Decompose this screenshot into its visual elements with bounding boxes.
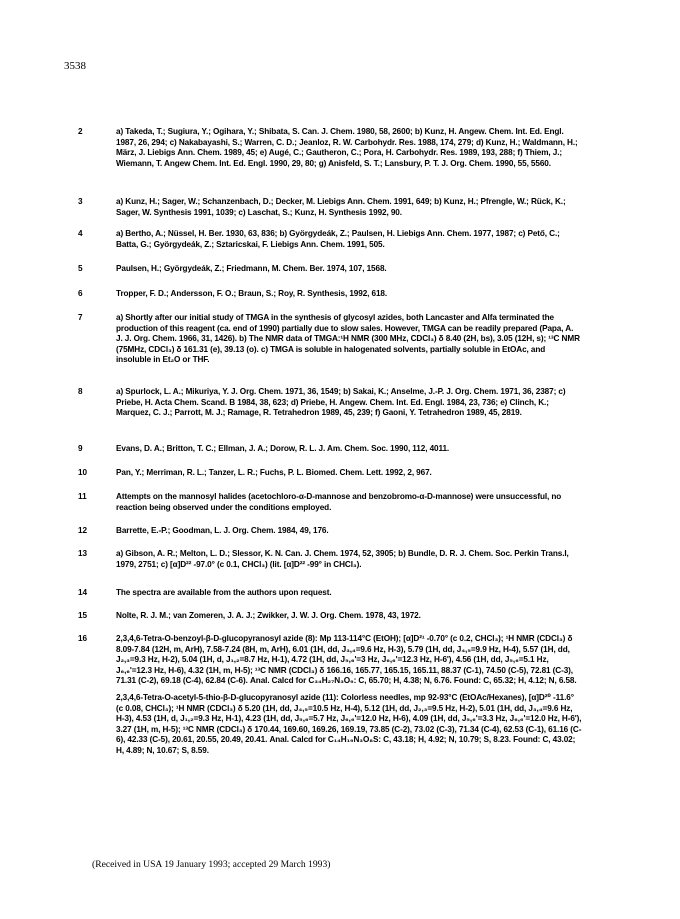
reference-paragraph: Tropper, F. D.; Andersson, F. O.; Braun, S.; Roy, R. Synthesis, 1992, 618.: [116, 289, 388, 298]
reference-text: [116, 289, 582, 306]
page-number: 3538: [64, 60, 86, 72]
reference-text: [116, 264, 582, 281]
reference-paragraph: The spectra are available from the authors upon request.: [116, 588, 332, 597]
reference-number: 5: [78, 264, 83, 273]
reference-number: 2: [78, 127, 83, 136]
reference-number: 11: [78, 492, 87, 501]
reference-text: [116, 611, 582, 628]
reference-text: [116, 444, 582, 461]
reference-paragraph: Barrette, E.-P.; Goodman, L. J. Org. Chem. 1984, 49, 176.: [116, 526, 329, 535]
reference-number: 16: [78, 634, 88, 643]
received-note: (Received in USA 19 January 1993; accepted 29 March 1993): [92, 859, 331, 870]
reference-paragraph: a) Takeda, T.; Sugiura, Y.; Ogihara, Y.; Shibata, S. Can. J. Chem. 1980, 58, 2600; b) Kunz, H. Angew. Chem. Int. Ed. Engl. 1987, 26, 294; c) Nakabayashi, S.; Warren, C. D.; Jeanloz, R. W. Carbohydr. Res. 1988, 174, 279; d) Kunz, H.; Waldmann, H.; März, J. Liebigs Ann. Chem. 1989, 45; e) Augé, C.; Gautheron, C.; Pora, H. Carbohydr. Res. 1989, 193, 288; f) Thiem, J.; Wiemann, T. Angew Chem. Int. Ed. Engl. 1990, 29, 80; g) Anisfeld, S. T.; Lansbury, P. T. J. Org. Chem. 1990, 55, 5560.: [116, 127, 578, 168]
reference-number: 13: [78, 549, 88, 558]
reference-paragraph: a) Shortly after our initial study of TMGA in the synthesis of glycosyl azides, both Lancaster and Alfa terminated the production of this reagent (ca. end of 1990) partially due to slow sales. However, TMGA can be readily prepared (Papa, A. J. J. Org. Chem. 1966, 31, 1426). b) The NMR data of TMGA:¹H NMR (300 MHz, CDCl₃) δ 8.40 (2H, bs), 3.05 (12H, s); ¹³C NMR (75MHz, CDCl₃) δ 161.31 (e), 39.13 (o). c) TMGA is soluble in halogenated solvents, partially soluble in EtOAc, and insoluble in Et₂O or THF.: [116, 313, 580, 365]
reference-paragraph: a) Kunz, H.; Sager, W.; Schanzenbach, D.; Decker, M. Liebigs Ann. Chem. 1991, 649; b) Kunz, H.; Pfrengle, W.; Rück, K.; Sager, W. Synthesis 1991, 1039; c) Laschat, S.; Kunz, H. Synthesis 1992, 90.: [116, 197, 566, 217]
reference-number: 3: [78, 197, 83, 206]
reference-text: [116, 387, 582, 425]
reference-number: 8: [78, 387, 83, 396]
reference-paragraph: Evans, D. A.; Britton, T. C.; Ellman, J. A.; Dorow, R. L. J. Am. Chem. Soc. 1990, 112, 4011.: [116, 444, 450, 453]
reference-text: [116, 549, 582, 576]
reference-text: [116, 526, 582, 543]
reference-paragraph: Nolte, R. J. M.; van Zomeren, J. A. J.; Zwikker, J. W. J. Org. Chem. 1978, 43, 1972.: [116, 611, 421, 620]
reference-text: [116, 492, 582, 519]
reference-text: [116, 197, 582, 224]
reference-paragraph: Attempts on the mannosyl halides (acetochloro-α-D-mannose and benzobromo-α-D-mannose) were unsuccessful, no reaction being observed under the conditions employed.: [116, 492, 562, 512]
reference-paragraph: a) Gibson, A. R.; Melton, L. D.; Slessor, K. N. Can. J. Chem. 1974, 52, 3905; b) Bundle, D. R. J. Chem. Soc. Perkin Trans.I, 1979, 2751; c) [α]D²² -97.0° (c 0.1, CHCl₃) (lit. [α]D²² -99° in CHCl₃).: [116, 549, 569, 569]
reference-number: 6: [78, 289, 83, 298]
reference-text: [116, 127, 582, 175]
reference-text: [116, 468, 582, 485]
reference-text: [116, 229, 582, 256]
reference-number: 15: [78, 611, 88, 620]
reference-paragraph: Pan, Y.; Merriman, R. L.; Tanzer, L. R.; Fuchs, P. L. Biomed. Chem. Lett. 1992, 2, 967.: [116, 468, 432, 477]
reference-number: 4: [78, 229, 83, 238]
reference-text: [116, 313, 582, 372]
reference-paragraph: 2,3,4,6-Tetra-O-benzoyl-β-D-glucopyranosyl azide (8): Mp 113-114°C (EtOH); [α]D²¹ -0.70° (c 0.2, CHCl₃); ¹H NMR (CDCl₃) δ 8.09-7.84 (12H, m, ArH), 7.58-7.24 (8H, m, ArH), 6.01 (1H, dd, J₃,₄=9.6 Hz, H-3), 5.79 (1H, dd, J₄,₅=9.9 Hz, H-4), 5.57 (1H, dd, J₂,₃=9.3 Hz, H-2), 5.04 (1H, d, J₁,₂=8.7 Hz, H-1), 4.72 (1H, dd, J₅,₆'=3 Hz, J₆,₆'=12.3 Hz, H-6'), 4.56 (1H, dd, J₅,₆=5.1 Hz, J₆,₆'=12.3 Hz, H-6), 4.32 (1H, m, H-5); ¹³C NMR (CDCl₃) δ 166.16, 165.77, 165.15, 165.11, 88.37 (C-1), 74.50 (C-5), 72.81 (C-3), 71.31 (C-2), 69.18 (C-4), 62.84 (C-6). Anal. Calcd for C₃₄H₂₇N₃O₉: C, 65.70; H, 4.38; N, 6.76. Found: C, 65.32; H, 4.12; N, 6.58.: [116, 634, 577, 686]
reference-paragraph: a) Bertho, A.; Nüssel, H. Ber. 1930, 63, 836; b) Györgydeák, Z.; Paulsen, H. Liebigs Ann. Chem. 1977, 1987; c) Pető, C.; Batta, G.; Györgydeák, Z.; Sztaricskai, F. Liebigs Ann. Chem. 1991, 505.: [116, 229, 560, 249]
reference-paragraph: 2,3,4,6-Tetra-O-acetyl-5-thio-β-D-glucopyranosyl azide (11): Colorless needles, mp 92-93°C (EtOAc/Hexanes), [α]D²⁰ -11.6° (c 0.08, CHCl₃); ¹H NMR (CDCl₃) δ 5.20 (1H, dd, J₄,₅=10.5 Hz, H-4), 5.12 (1H, dd, J₂,₃=9.5 Hz, H-2), 5.01 (1H, dd, J₃,₄=9.6 Hz, H-3), 4.53 (1H, d, J₁,₂=9.3 Hz, H-1), 4.23 (1H, dd, J₅,₆=5.7 Hz, J₆,₆'=12.0 Hz, H-6), 4.09 (1H, dd, J₅,₆'=3.3 Hz, J₆,₆'=12.0 Hz, H-6'), 3.27 (1H, m, H-5); ¹³C NMR (CDCl₃) δ 170.44, 169.60, 169.26, 169.19, 73.85 (C-2), 73.02 (C-3), 71.34 (C-4), 62.53 (C-1), 61.16 (C-6), 42.33 (C-5), 20.61, 20.55, 20.49, 20.41. Anal. Calcd for C₁₄H₁₉N₃O₈S: C, 43.18; H, 4.92; N, 10.79; S, 8.23. Found: C, 43.02; H, 4.89; N, 10.67; S, 8.59.: [116, 692, 582, 755]
reference-number: 10: [78, 468, 88, 477]
reference-number: 9: [78, 444, 83, 453]
reference-paragraph: a) Spurlock, L. A.; Mikuriya, Y. J. Org. Chem. 1971, 36, 1549; b) Sakai, K.; Anselme, J.-P. J. Org. Chem. 1971, 36, 2387; c) Priebe, H. Acta Chem. Scand. B 1984, 38, 623; d) Priebe, H. Angew. Chem. Int. Ed. Engl. 1984, 23, 736; e) Clinch, K.; Marquez, C. J.; Parrott, M. J.; Ramage, R. Tetrahedron 1989, 45, 239; f) Gaoni, Y. Tetrahedron 1989, 45, 2819.: [116, 387, 566, 418]
reference-text: [116, 634, 582, 763]
reference-text: [116, 588, 582, 605]
reference-number: 7: [78, 313, 83, 322]
reference-number: 12: [78, 526, 88, 535]
reference-paragraph: Paulsen, H.; Györgydeák, Z.; Friedmann, M. Chem. Ber. 1974, 107, 1568.: [116, 264, 387, 273]
reference-number: 14: [78, 588, 88, 597]
